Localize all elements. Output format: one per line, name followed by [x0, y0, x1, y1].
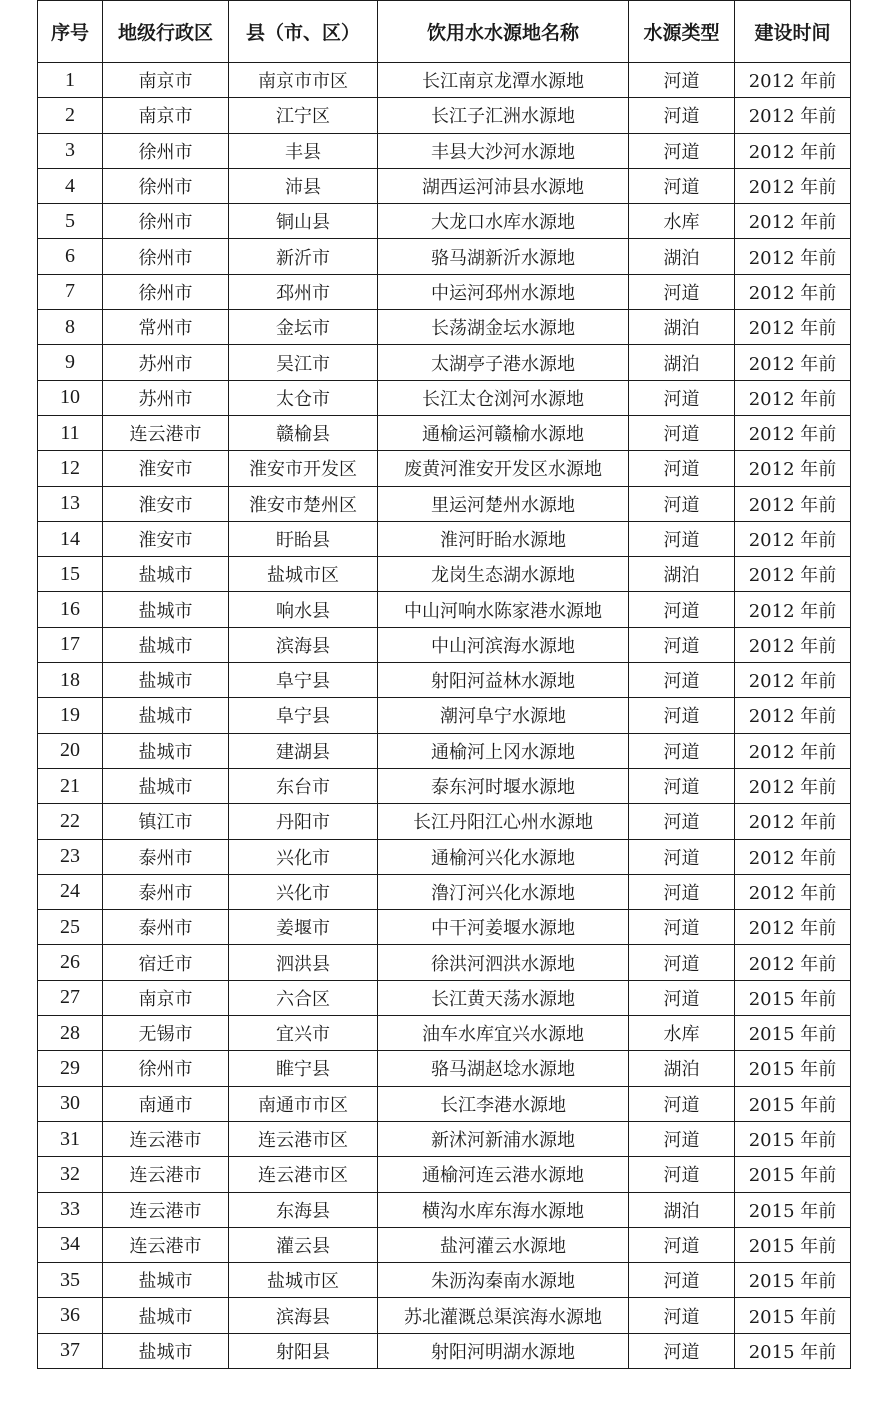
serial-number-cell: 11 — [38, 415, 103, 450]
source-type-cell: 河道 — [629, 698, 735, 733]
prefecture-cell: 连云港市 — [103, 1157, 229, 1192]
build-time-cell: 2015 年前 — [735, 1157, 851, 1192]
header-prefecture: 地级行政区 — [103, 1, 229, 63]
source-type-cell: 湖泊 — [629, 345, 735, 380]
serial-number-cell: 20 — [38, 733, 103, 768]
source-name-cell: 朱沥沟秦南水源地 — [378, 1263, 629, 1298]
source-type-cell: 河道 — [629, 663, 735, 698]
source-name-cell: 盐河灌云水源地 — [378, 1227, 629, 1262]
source-type-cell: 河道 — [629, 733, 735, 768]
serial-number-cell: 25 — [38, 910, 103, 945]
county-cell: 盱眙县 — [229, 521, 378, 556]
prefecture-cell: 无锡市 — [103, 1016, 229, 1051]
county-cell: 南通市市区 — [229, 1086, 378, 1121]
prefecture-cell: 盐城市 — [103, 663, 229, 698]
prefecture-cell: 盐城市 — [103, 1333, 229, 1368]
serial-number-cell: 13 — [38, 486, 103, 521]
build-time-cell: 2015 年前 — [735, 1298, 851, 1333]
source-type-cell: 河道 — [629, 1333, 735, 1368]
serial-number-cell: 22 — [38, 804, 103, 839]
table-row — [38, 486, 851, 521]
source-type-cell: 湖泊 — [629, 557, 735, 592]
county-cell: 丰县 — [229, 133, 378, 168]
build-time-cell: 2012 年前 — [735, 133, 851, 168]
serial-number-cell: 34 — [38, 1227, 103, 1262]
source-type-cell: 河道 — [629, 63, 735, 98]
prefecture-cell: 泰州市 — [103, 839, 229, 874]
prefecture-cell: 淮安市 — [103, 451, 229, 486]
build-time-cell: 2012 年前 — [735, 945, 851, 980]
table-body — [38, 63, 851, 1369]
prefecture-cell: 盐城市 — [103, 1298, 229, 1333]
source-name-cell: 徐洪河泗洪水源地 — [378, 945, 629, 980]
source-name-cell: 淮河盱眙水源地 — [378, 521, 629, 556]
county-cell: 连云港市区 — [229, 1121, 378, 1156]
prefecture-cell: 镇江市 — [103, 804, 229, 839]
county-cell: 泗洪县 — [229, 945, 378, 980]
source-type-cell: 河道 — [629, 98, 735, 133]
source-name-cell: 废黄河淮安开发区水源地 — [378, 451, 629, 486]
source-type-cell: 河道 — [629, 1227, 735, 1262]
prefecture-cell: 徐州市 — [103, 204, 229, 239]
build-time-cell: 2015 年前 — [735, 1086, 851, 1121]
table-row — [38, 345, 851, 380]
source-type-cell: 湖泊 — [629, 1051, 735, 1086]
build-time-cell: 2012 年前 — [735, 63, 851, 98]
serial-number-cell: 6 — [38, 239, 103, 274]
source-name-cell: 潮河阜宁水源地 — [378, 698, 629, 733]
build-time-cell: 2012 年前 — [735, 168, 851, 203]
table-row — [38, 451, 851, 486]
serial-number-cell: 3 — [38, 133, 103, 168]
serial-number-cell: 28 — [38, 1016, 103, 1051]
source-name-cell: 油车水库宜兴水源地 — [378, 1016, 629, 1051]
source-name-cell: 中运河邳州水源地 — [378, 274, 629, 309]
build-time-cell: 2015 年前 — [735, 980, 851, 1015]
county-cell: 姜堰市 — [229, 910, 378, 945]
prefecture-cell: 苏州市 — [103, 345, 229, 380]
build-time-cell: 2012 年前 — [735, 345, 851, 380]
serial-number-cell: 8 — [38, 310, 103, 345]
prefecture-cell: 连云港市 — [103, 1227, 229, 1262]
source-type-cell: 河道 — [629, 133, 735, 168]
source-type-cell: 河道 — [629, 451, 735, 486]
table-row — [38, 698, 851, 733]
build-time-cell: 2012 年前 — [735, 839, 851, 874]
source-name-cell: 中山河响水陈家港水源地 — [378, 592, 629, 627]
prefecture-cell: 南通市 — [103, 1086, 229, 1121]
table-row — [38, 1227, 851, 1262]
source-type-cell: 河道 — [629, 168, 735, 203]
build-time-cell: 2015 年前 — [735, 1333, 851, 1368]
source-name-cell: 射阳河益林水源地 — [378, 663, 629, 698]
county-cell: 响水县 — [229, 592, 378, 627]
prefecture-cell: 泰州市 — [103, 910, 229, 945]
prefecture-cell: 宿迁市 — [103, 945, 229, 980]
source-name-cell: 骆马湖新沂水源地 — [378, 239, 629, 274]
county-cell: 东海县 — [229, 1192, 378, 1227]
prefecture-cell: 徐州市 — [103, 1051, 229, 1086]
source-type-cell: 河道 — [629, 804, 735, 839]
serial-number-cell: 19 — [38, 698, 103, 733]
table-row — [38, 1192, 851, 1227]
build-time-cell: 2012 年前 — [735, 592, 851, 627]
county-cell: 盐城市区 — [229, 1263, 378, 1298]
source-type-cell: 水库 — [629, 204, 735, 239]
county-cell: 新沂市 — [229, 239, 378, 274]
build-time-cell: 2012 年前 — [735, 698, 851, 733]
serial-number-cell: 24 — [38, 874, 103, 909]
serial-number-cell: 5 — [38, 204, 103, 239]
build-time-cell: 2015 年前 — [735, 1263, 851, 1298]
county-cell: 东台市 — [229, 768, 378, 803]
table-row — [38, 239, 851, 274]
prefecture-cell: 南京市 — [103, 980, 229, 1015]
prefecture-cell: 淮安市 — [103, 486, 229, 521]
serial-number-cell: 4 — [38, 168, 103, 203]
build-time-cell: 2015 年前 — [735, 1016, 851, 1051]
table-row — [38, 804, 851, 839]
county-cell: 兴化市 — [229, 839, 378, 874]
prefecture-cell: 盐城市 — [103, 557, 229, 592]
prefecture-cell: 淮安市 — [103, 521, 229, 556]
prefecture-cell: 苏州市 — [103, 380, 229, 415]
source-name-cell: 长江太仓浏河水源地 — [378, 380, 629, 415]
source-type-cell: 湖泊 — [629, 310, 735, 345]
serial-number-cell: 15 — [38, 557, 103, 592]
prefecture-cell: 盐城市 — [103, 627, 229, 662]
serial-number-cell: 30 — [38, 1086, 103, 1121]
table-row — [38, 133, 851, 168]
table-row — [38, 310, 851, 345]
source-type-cell: 河道 — [629, 1121, 735, 1156]
table-row — [38, 733, 851, 768]
build-time-cell: 2012 年前 — [735, 451, 851, 486]
header-build-time: 建设时间 — [735, 1, 851, 63]
source-name-cell: 澛汀河兴化水源地 — [378, 874, 629, 909]
county-cell: 兴化市 — [229, 874, 378, 909]
table-row — [38, 627, 851, 662]
source-type-cell: 河道 — [629, 1263, 735, 1298]
build-time-cell: 2012 年前 — [735, 804, 851, 839]
source-name-cell: 通榆河上冈水源地 — [378, 733, 629, 768]
source-name-cell: 长江子汇洲水源地 — [378, 98, 629, 133]
county-cell: 丹阳市 — [229, 804, 378, 839]
build-time-cell: 2012 年前 — [735, 415, 851, 450]
build-time-cell: 2012 年前 — [735, 310, 851, 345]
source-type-cell: 河道 — [629, 521, 735, 556]
county-cell: 铜山县 — [229, 204, 378, 239]
build-time-cell: 2012 年前 — [735, 768, 851, 803]
county-cell: 建湖县 — [229, 733, 378, 768]
serial-number-cell: 29 — [38, 1051, 103, 1086]
source-type-cell: 河道 — [629, 627, 735, 662]
serial-number-cell: 16 — [38, 592, 103, 627]
source-name-cell: 长江南京龙潭水源地 — [378, 63, 629, 98]
serial-number-cell: 32 — [38, 1157, 103, 1192]
table-row — [38, 1298, 851, 1333]
source-type-cell: 河道 — [629, 910, 735, 945]
source-type-cell: 河道 — [629, 415, 735, 450]
source-type-cell: 河道 — [629, 945, 735, 980]
county-cell: 射阳县 — [229, 1333, 378, 1368]
serial-number-cell: 27 — [38, 980, 103, 1015]
serial-number-cell: 33 — [38, 1192, 103, 1227]
county-cell: 阜宁县 — [229, 663, 378, 698]
county-cell: 淮安市开发区 — [229, 451, 378, 486]
table-row — [38, 98, 851, 133]
prefecture-cell: 盐城市 — [103, 592, 229, 627]
build-time-cell: 2015 年前 — [735, 1227, 851, 1262]
county-cell: 吴江市 — [229, 345, 378, 380]
source-type-cell: 河道 — [629, 380, 735, 415]
table-row — [38, 1086, 851, 1121]
prefecture-cell: 连云港市 — [103, 1192, 229, 1227]
source-type-cell: 河道 — [629, 839, 735, 874]
table-header — [38, 1, 851, 63]
table-row — [38, 557, 851, 592]
table-row — [38, 980, 851, 1015]
source-type-cell: 河道 — [629, 592, 735, 627]
source-type-cell: 湖泊 — [629, 1192, 735, 1227]
source-name-cell: 长江黄天荡水源地 — [378, 980, 629, 1015]
serial-number-cell: 17 — [38, 627, 103, 662]
source-name-cell: 通榆河兴化水源地 — [378, 839, 629, 874]
table-row — [38, 910, 851, 945]
table-row — [38, 945, 851, 980]
water-source-table — [37, 0, 851, 1369]
source-name-cell: 长江李港水源地 — [378, 1086, 629, 1121]
serial-number-cell: 12 — [38, 451, 103, 486]
source-name-cell: 骆马湖赵埝水源地 — [378, 1051, 629, 1086]
county-cell: 沛县 — [229, 168, 378, 203]
county-cell: 盐城市区 — [229, 557, 378, 592]
county-cell: 淮安市楚州区 — [229, 486, 378, 521]
prefecture-cell: 盐城市 — [103, 733, 229, 768]
prefecture-cell: 常州市 — [103, 310, 229, 345]
source-type-cell: 湖泊 — [629, 239, 735, 274]
serial-number-cell: 10 — [38, 380, 103, 415]
source-type-cell: 河道 — [629, 1086, 735, 1121]
county-cell: 邳州市 — [229, 274, 378, 309]
table-row — [38, 1121, 851, 1156]
build-time-cell: 2012 年前 — [735, 874, 851, 909]
source-type-cell: 河道 — [629, 980, 735, 1015]
build-time-cell: 2012 年前 — [735, 274, 851, 309]
prefecture-cell: 徐州市 — [103, 274, 229, 309]
serial-number-cell: 23 — [38, 839, 103, 874]
source-name-cell: 泰东河时堰水源地 — [378, 768, 629, 803]
source-type-cell: 河道 — [629, 1298, 735, 1333]
header-serial-number: 序号 — [38, 1, 103, 63]
prefecture-cell: 连云港市 — [103, 415, 229, 450]
table-row — [38, 204, 851, 239]
source-name-cell: 中山河滨海水源地 — [378, 627, 629, 662]
source-type-cell: 河道 — [629, 874, 735, 909]
table-row — [38, 274, 851, 309]
build-time-cell: 2012 年前 — [735, 627, 851, 662]
serial-number-cell: 14 — [38, 521, 103, 556]
build-time-cell: 2015 年前 — [735, 1121, 851, 1156]
build-time-cell: 2012 年前 — [735, 521, 851, 556]
table-row — [38, 768, 851, 803]
prefecture-cell: 盐城市 — [103, 768, 229, 803]
source-name-cell: 新沭河新浦水源地 — [378, 1121, 629, 1156]
build-time-cell: 2012 年前 — [735, 663, 851, 698]
serial-number-cell: 2 — [38, 98, 103, 133]
county-cell: 金坛市 — [229, 310, 378, 345]
serial-number-cell: 26 — [38, 945, 103, 980]
source-name-cell: 射阳河明湖水源地 — [378, 1333, 629, 1368]
header-source-type: 水源类型 — [629, 1, 735, 63]
prefecture-cell: 盐城市 — [103, 1263, 229, 1298]
build-time-cell: 2012 年前 — [735, 98, 851, 133]
serial-number-cell: 7 — [38, 274, 103, 309]
table-row — [38, 1016, 851, 1051]
serial-number-cell: 36 — [38, 1298, 103, 1333]
header-source-name: 饮用水水源地名称 — [378, 1, 629, 63]
source-name-cell: 龙岗生态湖水源地 — [378, 557, 629, 592]
source-name-cell: 里运河楚州水源地 — [378, 486, 629, 521]
source-name-cell: 通榆运河赣榆水源地 — [378, 415, 629, 450]
serial-number-cell: 37 — [38, 1333, 103, 1368]
county-cell: 南京市市区 — [229, 63, 378, 98]
county-cell: 太仓市 — [229, 380, 378, 415]
prefecture-cell: 南京市 — [103, 63, 229, 98]
source-name-cell: 丰县大沙河水源地 — [378, 133, 629, 168]
prefecture-cell: 泰州市 — [103, 874, 229, 909]
prefecture-cell: 南京市 — [103, 98, 229, 133]
source-name-cell: 大龙口水库水源地 — [378, 204, 629, 239]
table-row — [38, 1333, 851, 1368]
county-cell: 睢宁县 — [229, 1051, 378, 1086]
build-time-cell: 2012 年前 — [735, 910, 851, 945]
table-row — [38, 521, 851, 556]
build-time-cell: 2012 年前 — [735, 486, 851, 521]
source-type-cell: 河道 — [629, 486, 735, 521]
build-time-cell: 2012 年前 — [735, 557, 851, 592]
table-row — [38, 1157, 851, 1192]
serial-number-cell: 9 — [38, 345, 103, 380]
table-row — [38, 592, 851, 627]
build-time-cell: 2012 年前 — [735, 204, 851, 239]
prefecture-cell: 徐州市 — [103, 133, 229, 168]
county-cell: 滨海县 — [229, 1298, 378, 1333]
county-cell: 灌云县 — [229, 1227, 378, 1262]
prefecture-cell: 盐城市 — [103, 698, 229, 733]
source-type-cell: 河道 — [629, 1157, 735, 1192]
table-row — [38, 839, 851, 874]
source-name-cell: 长江丹阳江心州水源地 — [378, 804, 629, 839]
table-row — [38, 1263, 851, 1298]
table-row — [38, 874, 851, 909]
source-name-cell: 长荡湖金坛水源地 — [378, 310, 629, 345]
county-cell: 赣榆县 — [229, 415, 378, 450]
source-type-cell: 河道 — [629, 768, 735, 803]
build-time-cell: 2015 年前 — [735, 1192, 851, 1227]
county-cell: 连云港市区 — [229, 1157, 378, 1192]
build-time-cell: 2012 年前 — [735, 239, 851, 274]
header-row — [38, 1, 851, 63]
serial-number-cell: 21 — [38, 768, 103, 803]
source-name-cell: 太湖亭子港水源地 — [378, 345, 629, 380]
table-row — [38, 168, 851, 203]
source-type-cell: 河道 — [629, 274, 735, 309]
serial-number-cell: 18 — [38, 663, 103, 698]
table-row — [38, 663, 851, 698]
prefecture-cell: 徐州市 — [103, 239, 229, 274]
source-name-cell: 横沟水库东海水源地 — [378, 1192, 629, 1227]
prefecture-cell: 徐州市 — [103, 168, 229, 203]
table-row — [38, 415, 851, 450]
source-name-cell: 通榆河连云港水源地 — [378, 1157, 629, 1192]
header-county: 县（市、区） — [229, 1, 378, 63]
serial-number-cell: 1 — [38, 63, 103, 98]
build-time-cell: 2012 年前 — [735, 733, 851, 768]
table-row — [38, 1051, 851, 1086]
serial-number-cell: 31 — [38, 1121, 103, 1156]
county-cell: 宜兴市 — [229, 1016, 378, 1051]
county-cell: 阜宁县 — [229, 698, 378, 733]
build-time-cell: 2015 年前 — [735, 1051, 851, 1086]
county-cell: 滨海县 — [229, 627, 378, 662]
table-row — [38, 380, 851, 415]
source-name-cell: 湖西运河沛县水源地 — [378, 168, 629, 203]
source-type-cell: 水库 — [629, 1016, 735, 1051]
county-cell: 六合区 — [229, 980, 378, 1015]
source-name-cell: 苏北灌溉总渠滨海水源地 — [378, 1298, 629, 1333]
prefecture-cell: 连云港市 — [103, 1121, 229, 1156]
source-name-cell: 中干河姜堰水源地 — [378, 910, 629, 945]
serial-number-cell: 35 — [38, 1263, 103, 1298]
county-cell: 江宁区 — [229, 98, 378, 133]
build-time-cell: 2012 年前 — [735, 380, 851, 415]
table-row — [38, 63, 851, 98]
